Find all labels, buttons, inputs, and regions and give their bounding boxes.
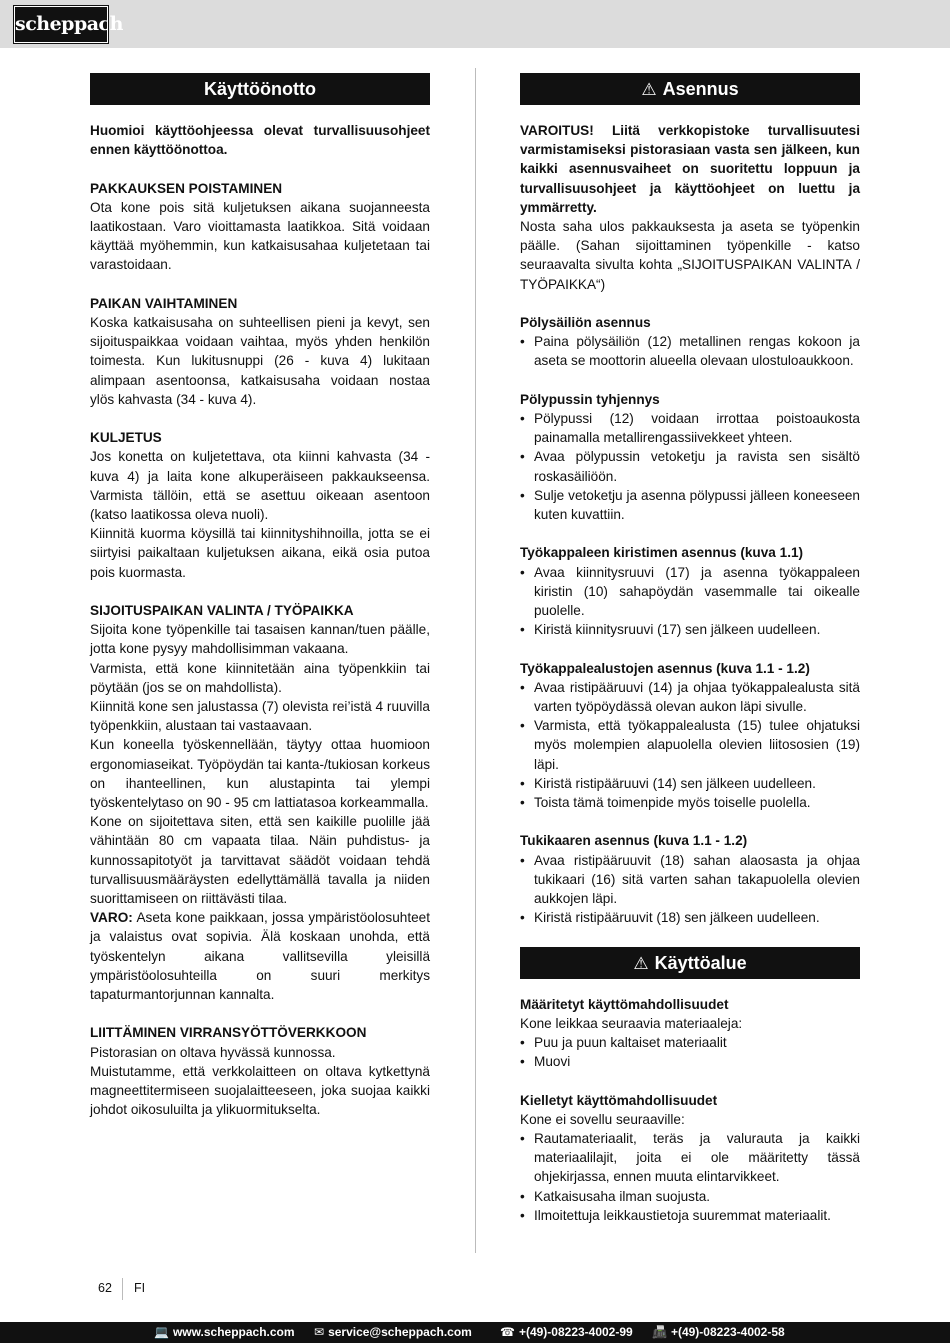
dust-bin-list <box>520 332 860 370</box>
location-warning <box>90 908 430 1004</box>
warning-triangle-icon: ⚠ <box>641 80 657 99</box>
power-text-1: Pistorasian on oltava hyvässä kunnossa. <box>90 1044 336 1060</box>
prohibited-use-text: Kone ei sovellu seuraaville: <box>520 1111 685 1127</box>
clamp-block <box>520 543 860 639</box>
list-item: • Katkaisusaha ilman suojusta. <box>520 1187 860 1206</box>
contact-bar <box>0 1322 950 1343</box>
right-column <box>520 73 860 1225</box>
prohibited-use-list <box>520 1129 860 1225</box>
unpacking-block <box>90 179 430 275</box>
supports-block <box>520 659 860 813</box>
clamp-heading: Työkappaleen kiristimen asennus (kuva 1.1) <box>520 545 804 561</box>
intended-use-heading: Määritetyt käyttömahdollisuudet <box>520 996 729 1012</box>
power-text-2: Muistutamme, että verkkolaitteen on oltava kytkettynä magneettitermiseen suojalaitteeseen, joka suojaa kaikki johdot oikosuluilta ja ylikuormitukselta. <box>90 1063 430 1118</box>
transport-text-2: Kiinnitä kuorma köysillä tai kiinnityshihnoilla, jotta se ei siirtyisi paikaltaan kuljetuksen aikana, eikä osia putoa pois kuormasta. <box>90 526 430 580</box>
relocate-heading: PAIKAN VAIHTAMINEN <box>90 295 238 311</box>
location-block <box>90 601 430 1004</box>
warning-triangle-icon: ⚠ <box>633 953 649 973</box>
section-title-usage: ⚠ Käyttöalue <box>520 947 860 979</box>
clamp-list <box>520 563 860 640</box>
dust-bag-list <box>520 409 860 524</box>
transport-heading: KULJETUS <box>90 430 162 446</box>
phone-icon: ☎ <box>500 1325 515 1339</box>
dust-bin-block <box>520 313 860 371</box>
warning-label: VARO: <box>90 910 133 926</box>
assembly-warning: VAROITUS! Liitä verkkopistoke turvallisuutesi varmistamiseksi pistorasiaan vasta sen jälkeen, kun kaikki asennusvaiheet on suoritettu loppuun ja turvallisuusohjeet ja käyttöohjeet on luettu ja ymmärretty. <box>520 123 860 215</box>
list-item: • Avaa ristipääruuvit (18) sahan alaosasta ja ohjaa tukikaari (16) sitä varten sahan takapuolella olevien aukkojen läpi. <box>520 851 860 909</box>
list-item: • Puu ja puun kaltaiset materiaalit <box>520 1033 860 1052</box>
transport-block <box>90 428 430 582</box>
assembly-warning-text: Nosta saha ulos pakkauksesta ja aseta se työpenkin päälle. (Sahan sijoittaminen työpenkille - katso seuraavalta sivulta kohta „SIJOITUSPAIKAN VALINTA / TYÖPAIKKA“) <box>520 219 860 292</box>
list-item: • Toista tämä toimenpide myös toiselle puolella. <box>520 793 860 812</box>
arc-list <box>520 851 860 928</box>
left-column <box>90 73 430 1119</box>
email-link[interactable]: ✉ service@scheppach.com <box>314 1325 472 1339</box>
warning-text: Aseta kone paikkaan, jossa ympäristöolosuhteet ja valaistus ovat sopivia. Älä koskaan unohda, että työskentelyn aikana vallitsevilla yleisillä ympäristöolosuhteilla on suuri merkitys tapaturmantorjunnan kannalta. <box>90 910 430 1003</box>
list-item: • Kiristä kiinnitysruuvi (17) sen jälkeen uudelleen. <box>520 620 860 639</box>
website-link[interactable]: 💻 www.scheppach.com <box>154 1325 295 1339</box>
list-item: • Rautamateriaalit, teräs ja valurauta ja kaikki materiaalilajit, joita ei ole määritetty tässä ohjekirjassa, ennen muuta elintarvikkeet. <box>520 1129 860 1187</box>
list-item: • Ilmoitettuja leikkaustietoja suuremmat materiaalit. <box>520 1206 860 1225</box>
power-heading: LIITTÄMINEN VIRRANSYÖTTÖVERKKOON <box>90 1025 367 1041</box>
relocate-text: Koska katkaisusaha on suhteellisen pieni ja kevyt, sen sijoituspaikkaa voidaan vaihtaa, myös yhden henkilön toimesta. Kun lukitusnuppi (26 - kuva 4) lukitaan alimpaan asentoonsa, katkaisusaha voidaan nostaa ylös kahvasta (34 - kuva 4). <box>90 315 430 407</box>
unpacking-heading: PAKKAUKSEN POISTAMINEN <box>90 180 283 196</box>
prohibited-use-block <box>520 1091 860 1225</box>
location-text-4: Kun koneella työskennellään, täytyy ottaa huomioon ergonomiaseikat. Työpöydän tai kanta-/tukiosan korkeus on ihanteellinen, kun alustapinta tai ylempi työskentelytaso on 90 - 95 cm lattiatasoa korkeammalla. <box>90 737 430 811</box>
list-item: • Avaa ristipääruuvi (14) ja ohjaa työkappalealusta sitä varten työpöydässä olevan aukon läpi sivulle. <box>520 678 860 716</box>
dust-bin-heading: Pölysäiliön asennus <box>520 315 651 331</box>
arc-heading: Tukikaaren asennus (kuva 1.1 - 1.2) <box>520 833 748 849</box>
location-text-1: Sijoita kone työpenkille tai tasaisen kannan/tuen päälle, jotta kone pysyy mahdollisimman vakaana. <box>90 622 430 657</box>
brand-logo: scheppach <box>14 6 108 43</box>
list-item: • Muovi <box>520 1052 860 1071</box>
header-bar <box>0 0 950 48</box>
transport-text-1: Jos konetta on kuljetettava, ota kiinni kahvasta (34 - kuva 4) ja laita kone alkuperäiseen pakkaukseensa. Varmista tällöin, että se asettuu oikeaan asentoon (katso laatikossa oleva nuoli). <box>90 449 430 523</box>
unpacking-text: Ota kone pois sitä kuljetuksen aikana suojanneesta laatikostaan. Varo vioittamasta laatikkoa. Sitä voidaan käyttää myöhemmin, kun katkaisusahaa kuljetetaan tai varastoidaan. <box>90 199 430 273</box>
location-text-2: Varmista, että kone kiinnitetään aina työpenkkiin tai pöytään (jos se on mahdollista). <box>90 660 430 695</box>
computer-icon: 💻 <box>154 1325 169 1339</box>
prohibited-use-heading: Kielletyt käyttömahdollisuudet <box>520 1092 718 1108</box>
list-item: • Varmista, että työkappalealusta (15) tulee ohjatuksi myös molempien alapuolella olevien liitososien (19) läpi. <box>520 716 860 774</box>
list-item: • Kiristä ristipääruuvi (14) sen jälkeen uudelleen. <box>520 774 860 793</box>
location-text-5: Kone on sijoitettava siten, että sen kaikille puolille jää vähintään 80 cm vapaata tilaa. Näin puhdistus- ja kunnossapitotyöt ja tarvittavat säädöt voidaan tehdä turvallisuusmääräysten edellyttämällä tavalla ja niiden suorittamiseen on riittävästi tilaa. <box>90 814 430 907</box>
list-item: • Avaa kiinnitysruuvi (17) ja asenna työkappaleen kiristin (10) sahapöydän vasemmalle tai oikealle puolelle. <box>520 563 860 621</box>
email-icon: ✉ <box>314 1325 325 1339</box>
phone-number[interactable]: ☎ +(49)-08223-4002-99 <box>500 1325 633 1339</box>
section-title-assembly: ⚠ Asennus <box>520 73 860 105</box>
power-block <box>90 1023 430 1119</box>
section-title-commissioning: Käyttöönotto <box>90 73 430 105</box>
list-item: • Kiristä ristipääruuvit (18) sen jälkeen uudelleen. <box>520 908 860 927</box>
fax-icon: 📠 <box>652 1325 667 1339</box>
column-divider <box>475 68 476 1253</box>
list-item: • Sulje vetoketju ja asenna pölypussi jälleen koneeseen kuten kuvattiin. <box>520 486 860 524</box>
list-item: • Paina pölysäiliön (12) metallinen rengas kokoon ja aseta se moottorin alueella olevaan ulostuloaukkoon. <box>520 332 860 370</box>
location-heading: SIJOITUSPAIKAN VALINTA / TYÖPAIKKA <box>90 603 354 619</box>
supports-heading: Työkappalealustojen asennus (kuva 1.1 - 1.2) <box>520 660 810 676</box>
intended-use-list <box>520 1033 860 1071</box>
location-text-3: Kiinnitä kone sen jalustassa (7) olevista rei’istä 4 ruuvilla työpenkkiin, alustaan tai vastaavaan. <box>90 699 430 734</box>
intro-text: Huomioi käyttöohjeessa olevat turvallisuusohjeet ennen käyttöönottoa. <box>90 123 430 158</box>
dust-bag-block <box>520 390 860 524</box>
page-number: 62 <box>98 1281 112 1295</box>
list-item: • Pölypussi (12) voidaan irrottaa poistoaukosta painamalla metallirengassiivekkeet yhteen. <box>520 409 860 447</box>
list-item: • Avaa pölypussin vetoketju ja ravista sen sisältö roskasäiliöön. <box>520 447 860 485</box>
intended-use-block <box>520 995 860 1072</box>
dust-bag-heading: Pölypussin tyhjennys <box>520 391 660 407</box>
fax-number: 📠 +(49)-08223-4002-58 <box>652 1325 785 1339</box>
supports-list <box>520 678 860 812</box>
intended-use-text: Kone leikkaa seuraavia materiaaleja: <box>520 1015 743 1031</box>
relocate-block <box>90 294 430 409</box>
footer-divider <box>122 1278 123 1300</box>
language-code: FI <box>134 1281 146 1295</box>
assembly-warning-block <box>520 121 860 294</box>
arc-block <box>520 831 860 927</box>
